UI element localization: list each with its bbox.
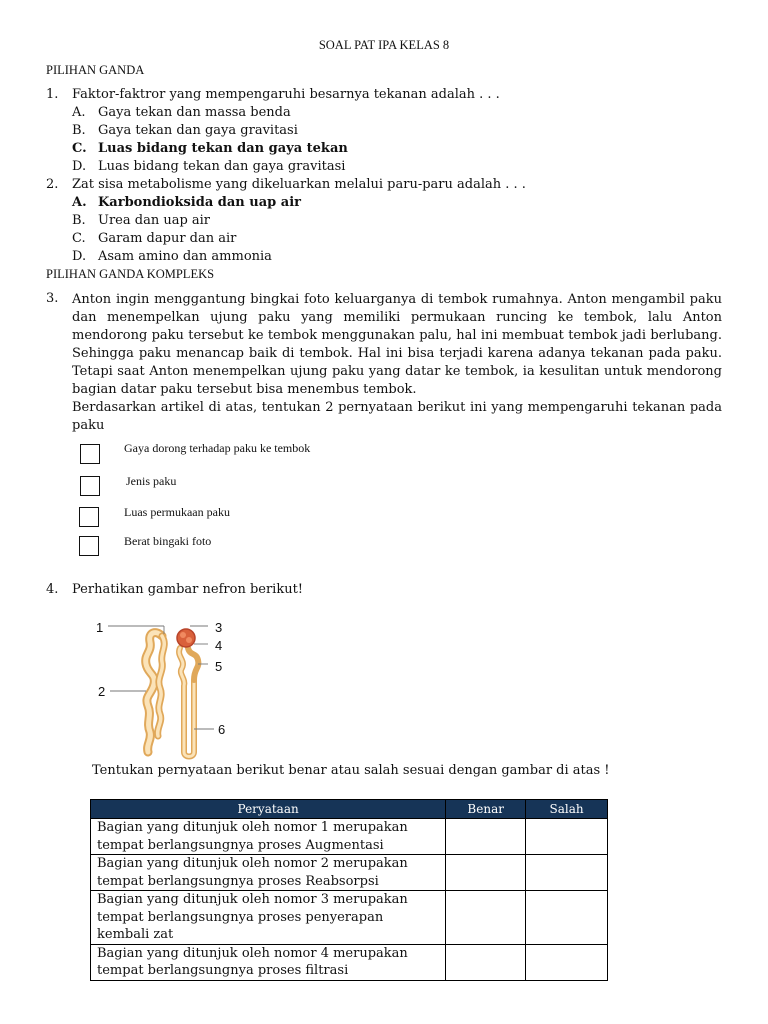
benar-cell[interactable]: [446, 855, 526, 891]
checkbox-label: Berat bingaki foto: [124, 534, 212, 548]
question-text: Faktor-faktror yang mempengaruhi besarnya tekanan adalah . . .: [72, 87, 500, 102]
question-text: Zat sisa metabolisme yang dikeluarkan melalui paru-paru adalah . . .: [72, 177, 526, 192]
statement-cell: Bagian yang ditunjuk oleh nomor 4 merupakan tempat berlangsungnya proses filtrasi: [91, 944, 446, 980]
statement-cell: Bagian yang ditunjuk oleh nomor 1 merupakan tempat berlangsungnya proses Augmentasi: [91, 819, 446, 855]
nephron-label-5: 5: [215, 659, 223, 674]
option-letter: C.: [72, 141, 87, 156]
table-row: [91, 891, 608, 945]
table-header-benar: Benar: [446, 800, 526, 819]
loop-of-henle: [179, 648, 194, 757]
option-text: Garam dapur dan air: [98, 231, 237, 246]
option-letter: A.: [72, 195, 87, 210]
option-letter: B.: [72, 123, 86, 138]
table-row: [91, 819, 608, 855]
nephron-label-2: 2: [98, 684, 106, 699]
benar-cell[interactable]: [446, 944, 526, 980]
question-text: Perhatikan gambar nefron berikut!: [72, 582, 304, 597]
option-letter: A.: [72, 105, 86, 120]
nephron-label-4: 4: [215, 638, 223, 653]
option-text-answer: Luas bidang tekan dan gaya tekan: [98, 141, 348, 156]
option-letter: D.: [72, 249, 87, 264]
salah-cell[interactable]: [526, 944, 608, 980]
true-false-table: [90, 799, 608, 981]
question-number: 2.: [46, 177, 59, 192]
checkbox-label: Jenis paku: [126, 474, 177, 488]
option-text: Gaya tekan dan massa benda: [98, 105, 291, 120]
option-letter: B.: [72, 213, 86, 228]
option-text-answer: Karbondioksida dan uap air: [98, 195, 301, 210]
statement-cell: Bagian yang ditunjuk oleh nomor 2 merupakan tempat berlangsungnya proses Reabsorpsi: [91, 855, 446, 891]
option-letter: D.: [72, 159, 87, 174]
glomerulus-detail: [180, 632, 186, 638]
salah-cell[interactable]: [526, 891, 608, 945]
glomerulus: [177, 629, 195, 647]
nephron-label-3: 3: [215, 620, 223, 635]
option-text: Luas bidang tekan dan gaya gravitasi: [98, 159, 346, 174]
tubule-segment: [188, 648, 198, 680]
table-row: [91, 944, 608, 980]
option-text: Urea dan uap air: [98, 213, 211, 228]
question-paragraph: [72, 291, 722, 435]
question-instruction: Berdasarkan artikel di atas, tentukan 2 pernyataan berikut ini yang mempengaruhi tekanan pada paku: [72, 400, 722, 433]
option-text: Gaya tekan dan gaya gravitasi: [98, 123, 298, 138]
page-title: SOAL PAT IPA KELAS 8: [318, 38, 450, 52]
nephron-diagram: [90, 612, 250, 767]
option-letter: C.: [72, 231, 86, 246]
checkbox[interactable]: [79, 507, 99, 527]
salah-cell[interactable]: [526, 855, 608, 891]
table-header-salah: Salah: [526, 800, 608, 819]
salah-cell[interactable]: [526, 819, 608, 855]
benar-cell[interactable]: [446, 891, 526, 945]
benar-cell[interactable]: [446, 819, 526, 855]
checkbox[interactable]: [80, 444, 100, 464]
nephron-label-6: 6: [218, 722, 226, 737]
table-instruction: Tentukan pernyataan berikut benar atau salah sesuai dengan gambar di atas !: [92, 763, 610, 778]
statement-cell: Bagian yang ditunjuk oleh nomor 3 merupakan tempat berlangsungnya proses penyerapan kembali zat: [91, 891, 446, 945]
question-number: 4.: [46, 582, 59, 597]
option-text: Asam amino dan ammonia: [98, 249, 272, 264]
checkbox-label: Luas permukaan paku: [124, 505, 230, 519]
table-header-statement: Peryataan: [91, 800, 446, 819]
checkbox-label: Gaya dorong terhadap paku ke tembok: [124, 441, 311, 455]
question-number: 3.: [46, 291, 59, 306]
article-text: Anton ingin menggantung bingkai foto keluarganya di tembok rumahnya. Anton mengambil paku dan menempelkan ujung paku yang memiliki permukaan runcing ke tembok, lalu Anton mendorong paku tersebut ke tembok menggunakan palu, hal ini membuat tembok jadi berlubang. Sehingga paku menancap baik di tembok. Hal ini bisa terjadi karena adanya tekanan pada paku. Tetapi saat Anton menempelkan ujung paku yang datar ke tembok, ia kesulitan untuk mendorong bagian datar paku tersebut bisa menembus tembok.: [72, 292, 722, 397]
section-heading-pilihan-ganda-kompleks: PILIHAN GANDA KOMPLEKS: [46, 267, 215, 281]
question-number: 1.: [46, 87, 59, 102]
glomerulus-detail: [186, 637, 192, 643]
table-row: [91, 855, 608, 891]
checkbox[interactable]: [80, 476, 100, 496]
checkbox[interactable]: [79, 536, 99, 556]
section-heading-pilihan-ganda: PILIHAN GANDA: [46, 63, 145, 77]
nephron-label-1: 1: [96, 620, 104, 635]
